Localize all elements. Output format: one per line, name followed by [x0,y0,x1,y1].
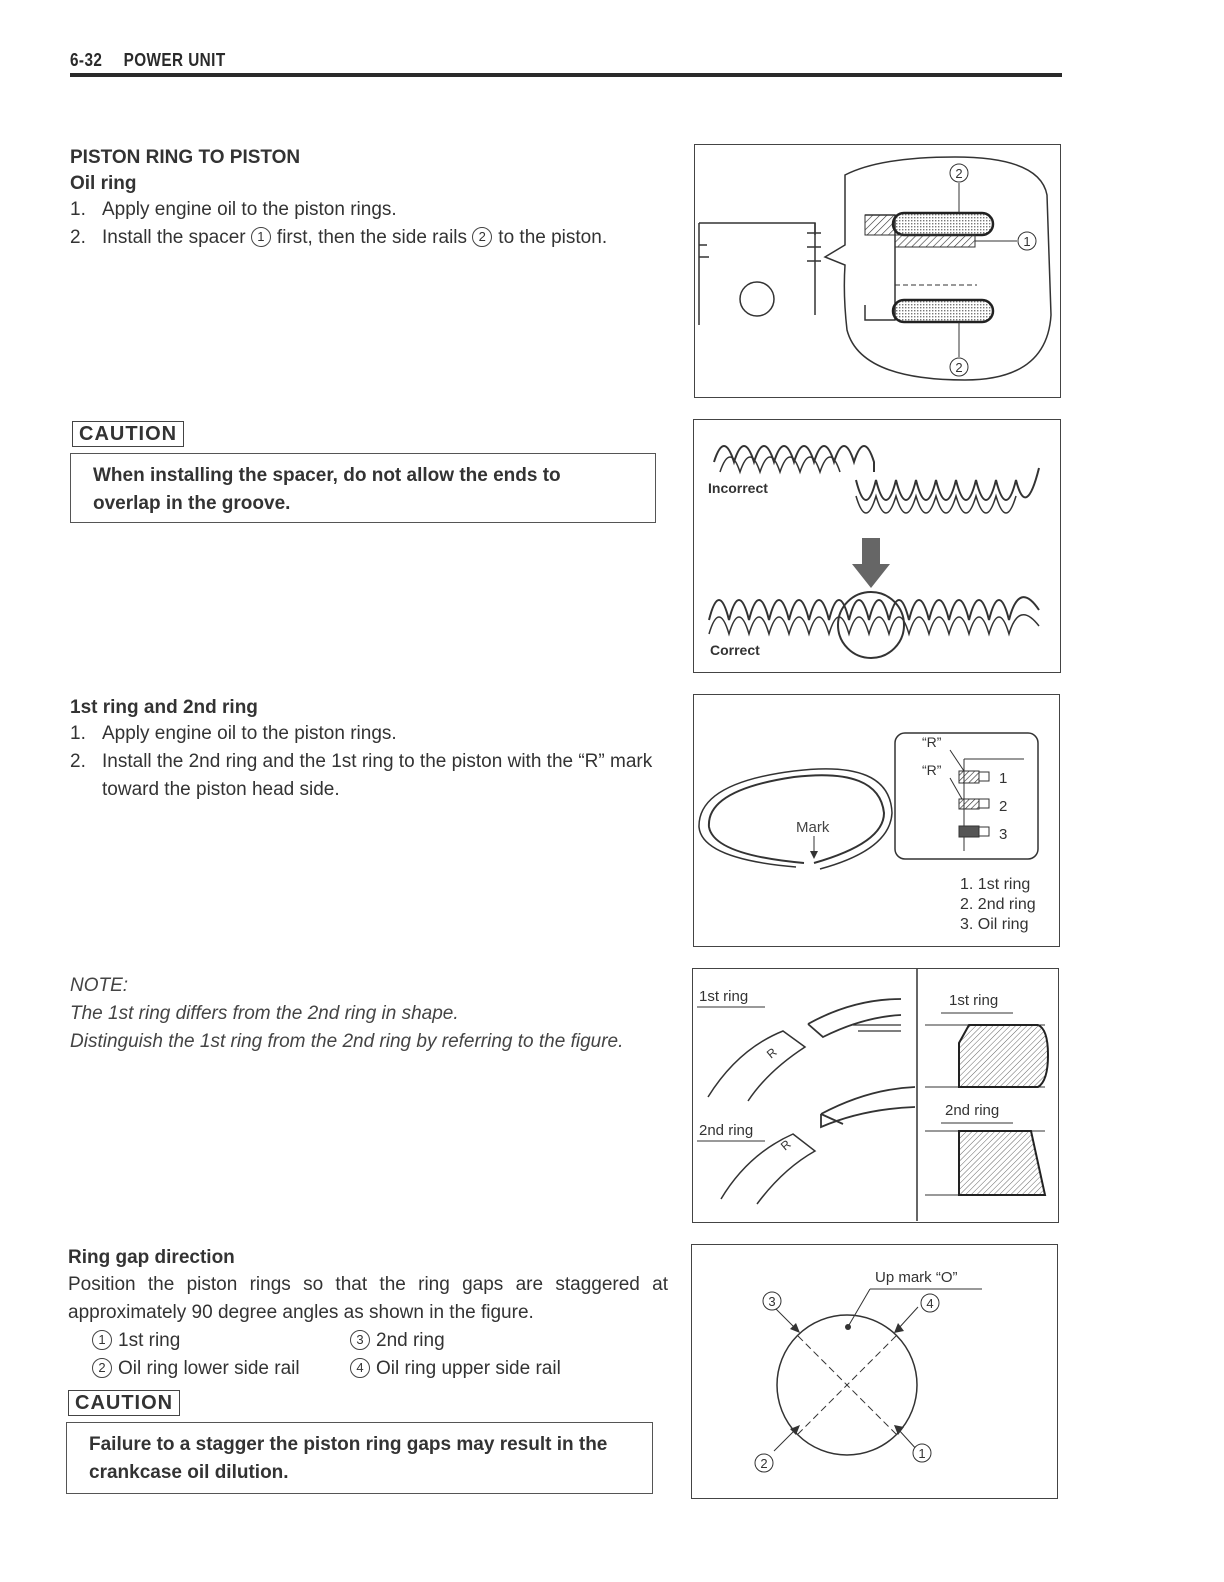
subtitle-ring-gap: Ring gap direction [68,1247,235,1268]
legend-text: 1st ring [118,1330,181,1351]
note-line-2: Distinguish the 1st ring from the 2nd ring by referring to the figure. [70,1031,624,1052]
label-up-mark: Up mark “O” [875,1269,958,1286]
legend-text: Oil ring lower side rail [118,1358,300,1379]
header-rule [70,73,1062,77]
legend-mark: 2 [92,1358,112,1378]
subtitle-oil-ring: Oil ring [70,173,137,194]
step-text: Apply engine oil to the piston rings. [102,199,397,220]
ring-gap-text: Position the piston rings so that the ring gaps are staggered at approximately 90 degree angles as shown in the figure. [68,1274,668,1323]
figure-r-mark [693,694,1060,947]
upper-side-rail [893,213,993,235]
up-mark-dot [845,1324,851,1330]
highlight-circle [838,592,904,658]
callout-2: 2 [472,227,492,247]
step-number: 2. [70,751,86,772]
caution-box: Failure to a stagger the piston ring gaps may result in the crankcase oil dilution. [66,1422,653,1494]
ring-segment-2nd [821,1087,915,1127]
caution-label: CAUTION [72,421,184,447]
label-3: 3 [999,826,1008,843]
label-1: 1 [999,770,1008,787]
note-line-1: The 1st ring differs from the 2nd ring in shape. [70,1003,459,1024]
spacer [895,235,975,247]
label-correct: Correct [710,642,760,658]
callout-1: 1 [251,227,271,247]
legend-oil-ring: 3. Oil ring [960,916,1029,933]
step-number: 1. [70,723,86,744]
ring-legend [960,875,1036,935]
step-text-a: Install the spacer [102,227,246,248]
label-right-1st-ring: 1st ring [949,992,999,1009]
legend-item [350,1355,561,1383]
legend-mark: 3 [350,1330,370,1350]
figure-spacer-ends [693,419,1061,673]
legend-1st-ring: 1. 1st ring [960,876,1031,893]
legend-item [92,1327,180,1355]
oil-ring-diagram [695,145,1059,396]
r-mark-1st: R [763,1044,780,1062]
figure-gap-direction [691,1244,1058,1499]
callout-3: 3 [768,1294,776,1309]
label-r-top: “R” [922,734,942,750]
callout-top: 2 [955,166,963,181]
label-mark: Mark [796,819,830,836]
legend-item [92,1355,300,1383]
lower-side-rail [893,300,993,322]
r-mark-2nd: R [777,1136,794,1154]
step-number: 1. [70,199,86,220]
step-2 [70,748,670,804]
cross-section-box [895,733,1038,859]
step-text: Apply engine oil to the piston rings. [102,723,397,744]
legend-mark: 1 [92,1330,112,1350]
legend-2nd-ring: 2. 2nd ring [960,896,1036,913]
legend-text: Oil ring upper side rail [376,1358,561,1379]
page-number: 6-32 [70,50,103,70]
diagonal-2 [798,1336,896,1434]
step-number: 2. [70,227,86,248]
label-left-1st-ring: 1st ring [699,988,749,1005]
page-header [70,50,226,71]
legend-text: 2nd ring [376,1330,445,1351]
cross-section-1st [959,1025,1048,1087]
step-text-b: first, then the side rails [276,227,468,248]
label-incorrect: Incorrect [708,480,768,496]
incorrect-spacer-bottom [856,468,1039,500]
pin-hole [740,282,774,316]
step-1 [70,196,397,224]
section-title-piston-ring: PISTON RING TO PISTON [70,147,301,168]
figure-oil-ring [694,144,1061,398]
label-2: 2 [999,798,1008,815]
subtitle-1st-2nd-ring: 1st ring and 2nd ring [70,697,258,718]
caution-label: CAUTION [68,1390,180,1416]
callout-4: 4 [926,1296,934,1311]
label-r-second: “R” [922,762,942,778]
figure-ring-shapes [692,968,1059,1223]
section-title: POWER UNIT [123,50,226,70]
callout-1: 1 [918,1446,926,1461]
caution-box: When installing the spacer, do not allow the ends to overlap in the groove. [70,453,656,523]
label-left-2nd-ring: 2nd ring [699,1122,754,1139]
callout-2: 2 [760,1456,768,1471]
callout-bottom: 2 [955,360,963,375]
cross-section-2nd [959,1131,1045,1195]
step-2 [70,224,607,252]
step-text: Install the 2nd ring and the 1st ring to the piston with the “R” mark toward the piston head side. [102,751,653,800]
down-arrow [862,538,880,564]
legend-mark: 4 [350,1358,370,1378]
piston-outline [699,223,815,325]
label-right-2nd-ring: 2nd ring [945,1102,1000,1119]
note-label: NOTE: [70,975,129,996]
legend-item [350,1327,445,1355]
callout-right: 1 [1023,234,1031,249]
step-1 [70,720,397,748]
magnified-view [825,157,1051,380]
step-text-c: to the piston. [498,227,608,248]
